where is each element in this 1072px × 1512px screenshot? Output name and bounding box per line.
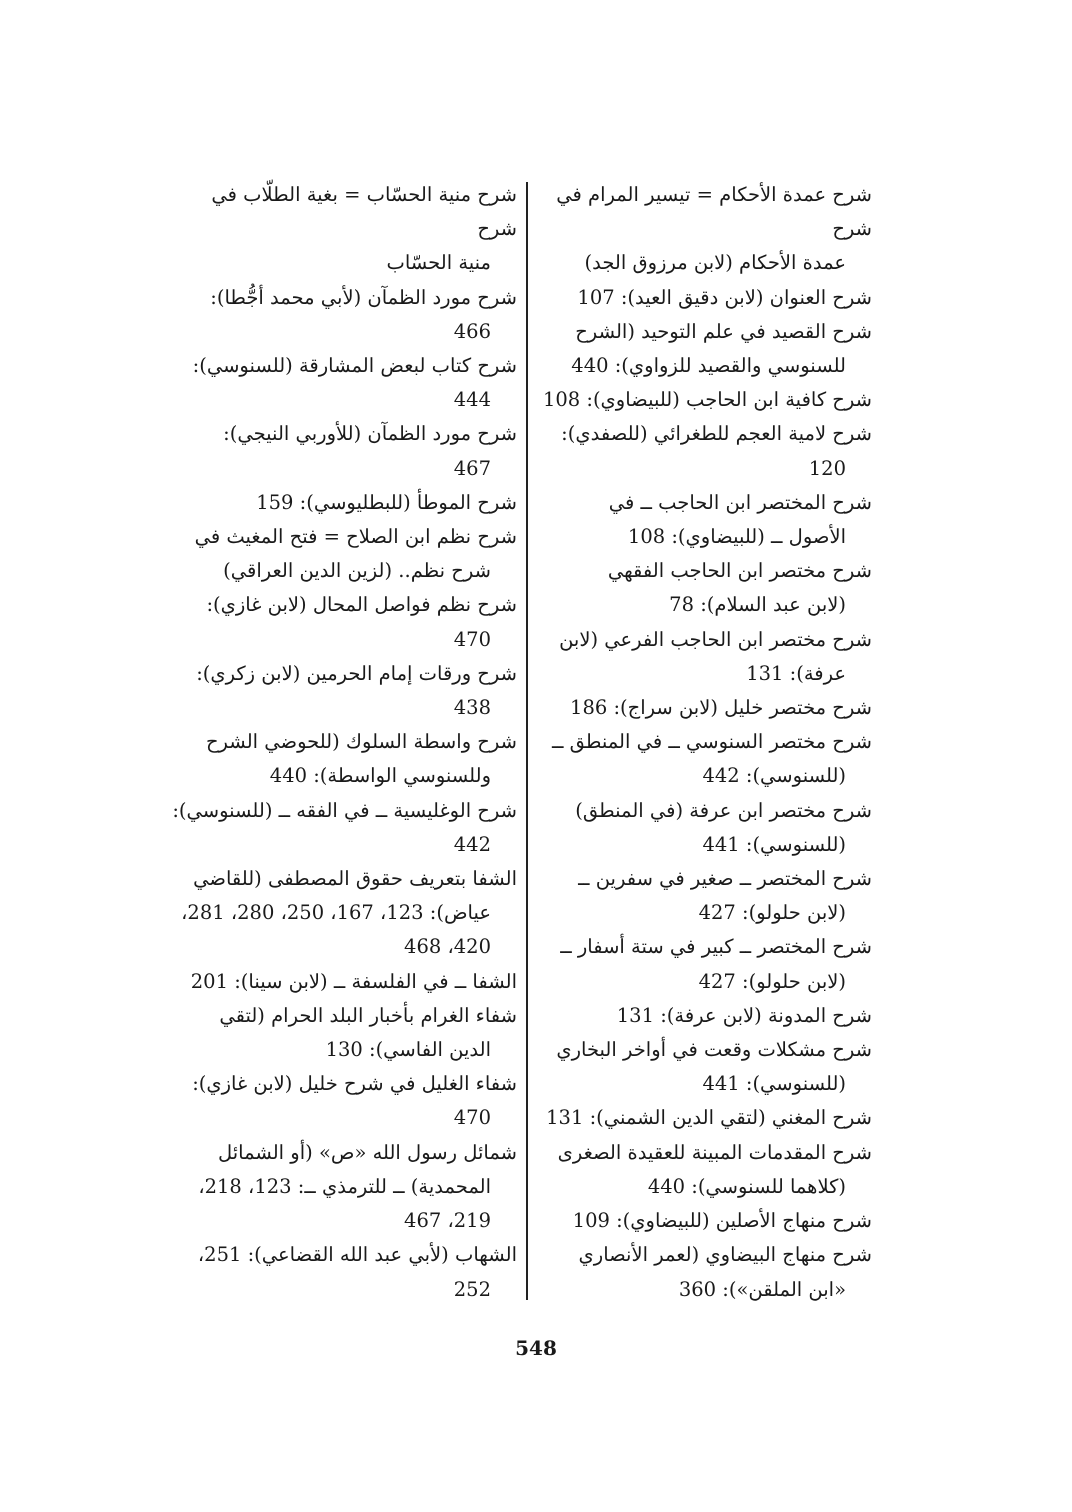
index-entry (537, 486, 872, 554)
index-entry (172, 1136, 517, 1239)
index-entry-continuation: شرح نظم.. (لزين الدين العراقي) (223, 559, 491, 583)
index-entry-continuation: (للسنوسي): 441 (702, 832, 846, 856)
index-column-right (537, 178, 872, 1307)
index-entry-continuation: (للسنوسي): 442 (702, 764, 846, 788)
index-entry (537, 417, 872, 485)
index-entry-first-line: شرح ورقات إمام الحرمين (لابن زكري): (196, 661, 517, 685)
index-entry-first-line: شرح مختصر ابن الحاجب الفقهي (607, 559, 872, 583)
index-entry-continuation: (لابن حلولو): 427 (698, 901, 846, 925)
index-entry-first-line: الشفا بتعريف حقوق المصطفى (للقاضي (193, 867, 517, 891)
index-entry-continuation: 120 (808, 456, 846, 480)
index-entry-first-line: شرح منهاج الأصلين (للبيضاوي): 109 (572, 1209, 872, 1233)
index-entry-continuation: 466 (453, 319, 491, 343)
index-entry (537, 623, 872, 691)
index-entry-first-line: شرح القصيد في علم التوحيد (الشرح (575, 319, 872, 343)
index-entry (537, 1033, 872, 1101)
index-entry-first-line: شمائل رسول الله «ص» (أو الشمائل (217, 1140, 517, 1164)
index-entry (537, 1204, 872, 1238)
index-entry (537, 315, 872, 383)
index-entry-continuation: «ابن الملقن»): 360 (678, 1277, 846, 1301)
column-divider (526, 182, 528, 1300)
index-entry (537, 178, 872, 281)
index-entry-first-line: شرح نظم فواصل المحال (لابن غازي): (206, 593, 517, 617)
index-entry-continuation: عمدة الأحكام (لابن مرزوق الجد) (584, 251, 846, 275)
index-entry (172, 349, 517, 417)
index-entry-first-line: شرح مختصر ابن الحاجب الفرعي (لابن (559, 627, 872, 651)
index-entry-first-line: شرح كتاب لبعض المشارقة (للسنوسي): (192, 354, 517, 378)
index-entry (172, 486, 517, 520)
index-entry-continuation: الأصول ــ (للبيضاوي): 108 (627, 525, 846, 549)
index-entry-continuation: وللسنوسي الواسطة): 440 (269, 764, 491, 788)
index-entry (537, 725, 872, 793)
index-entry-continuation: 442 (453, 832, 491, 856)
index-entry-first-line: شفاء الغليل في شرح خليل (لابن غازي): (192, 1072, 517, 1096)
index-entry-first-line: الشفا ــ في الفلسفة ــ (لابن سينا): 201 (190, 969, 517, 993)
index-entry-first-line: شرح المختصر ابن الحاجب ــ في (608, 490, 872, 514)
index-entry-continuation: (لابن حلولو): 427 (698, 969, 846, 993)
index-entry-first-line: شرح كافية ابن الحاجب (للبيضاوي): 108 (542, 388, 872, 412)
index-entry-continuation: للسنوسي والقصيد للزواوي): 440 (571, 354, 846, 378)
index-entry (172, 281, 517, 349)
index-entry-continuation: 444 (453, 388, 491, 412)
index-entry (537, 691, 872, 725)
index-entry-first-line: شرح المقدمات المبينة للعقيدة الصغرى (557, 1140, 872, 1164)
index-entry-first-line: شرح المدونة (لابن عرفة): 131 (616, 1003, 872, 1027)
index-entry (537, 999, 872, 1033)
index-entry-continuation: 438 (453, 696, 491, 720)
index-entry-first-line: شفاء الغرام بأخبار البلد الحرام (لتقي (219, 1003, 517, 1027)
index-column-left (172, 178, 517, 1307)
index-entry (172, 862, 517, 965)
page-number: 548 (515, 1336, 557, 1360)
index-entry-first-line: شرح منهاج البيضاوي (لعمر الأنصاري (578, 1243, 872, 1267)
index-entry-first-line: شرح الموطأ (للبطليوسي): 159 (256, 490, 517, 514)
index-entry-first-line: شرح نظم ابن الصلاح = فتح المغيث في (194, 525, 517, 549)
index-entry-first-line: شرح منية الحسّاب = بغية الطلّاب في شرح (211, 183, 517, 241)
index-entry-continuation: 467 (453, 456, 491, 480)
index-entry (172, 1067, 517, 1135)
index-entry (537, 1101, 872, 1135)
index-entry-continuation: عياض): 123، 167، 250، 280، 281، 420، 468 (181, 901, 491, 959)
index-entry-first-line: شرح عمدة الأحكام = تيسير المرام في شرح (556, 183, 872, 241)
index-entry-first-line: شرح واسطة السلوك (للحوضي الشرح (205, 730, 517, 754)
index-entry-first-line: شرح المختصر ــ كبير في ستة أسفار ــ (560, 935, 872, 959)
index-entry (537, 930, 872, 998)
index-entry (172, 725, 517, 793)
index-entry-first-line: شرح مختصر ابن عرفة (في المنطق) (575, 798, 872, 822)
index-entry-continuation: الدين الفاسي): 130 (325, 1038, 491, 1062)
index-entry (172, 588, 517, 656)
index-entry (537, 281, 872, 315)
index-entry (172, 657, 517, 725)
index-entry (537, 1238, 872, 1306)
index-entry-continuation: 252 (453, 1277, 491, 1301)
index-entry-continuation: (لابن عبد السلام): 78 (669, 593, 846, 617)
index-entry-first-line: شرح مشكلات وقعت في أواخر البخاري (556, 1038, 872, 1062)
index-entry-first-line: شرح لامية العجم للطغرائي (للصفدي): (561, 422, 872, 446)
index-entry (537, 862, 872, 930)
index-entry-continuation: عرفة): 131 (746, 661, 846, 685)
index-entry (172, 417, 517, 485)
index-entry-continuation: 470 (453, 627, 491, 651)
index-entry-first-line: شرح مختصر خليل (لابن سراج): 186 (570, 696, 872, 720)
index-entry-continuation: 470 (453, 1106, 491, 1130)
index-entry (537, 383, 872, 417)
index-entry (537, 794, 872, 862)
index-entry-first-line: شرح العنوان (لابن دقيق العيد): 107 (577, 285, 872, 309)
index-entry-first-line: شرح المغني (لتقي الدين الشمني): 131 (546, 1106, 872, 1130)
index-entry (172, 794, 517, 862)
index-entry (537, 1136, 872, 1204)
index-entry-first-line: شرح مورد الظمآن (لأبي محمد أجُّطا): (210, 285, 517, 309)
index-entry-continuation: المحمدية) ــ للترمذي ــ: 123، 218، 219، 467 (198, 1174, 491, 1233)
index-entry (172, 1238, 517, 1306)
index-entry-first-line: شرح المختصر ــ صغير في سفرين ــ (578, 867, 872, 891)
index-entry-first-line: شرح الوغليسية ــ في الفقه ــ (للسنوسي): (172, 798, 517, 822)
index-entry-first-line: الشهاب (لأبي عبد الله القضاعي): 251، (197, 1243, 517, 1267)
index-entry-first-line: شرح مختصر السنوسي ــ في المنطق ــ (552, 730, 872, 754)
index-entry-continuation: (للسنوسي): 441 (702, 1072, 846, 1096)
index-entry-continuation: منية الحسّاب (386, 251, 491, 275)
index-entry (172, 520, 517, 588)
index-entry (172, 999, 517, 1067)
index-entry-first-line: شرح مورد الظمآن (للأوربي النيجي): (223, 422, 517, 446)
index-entry (537, 554, 872, 622)
index-entry-continuation: (كلاهما للسنوسي): 440 (647, 1174, 846, 1198)
index-entry (172, 178, 517, 281)
index-entry (172, 965, 517, 999)
